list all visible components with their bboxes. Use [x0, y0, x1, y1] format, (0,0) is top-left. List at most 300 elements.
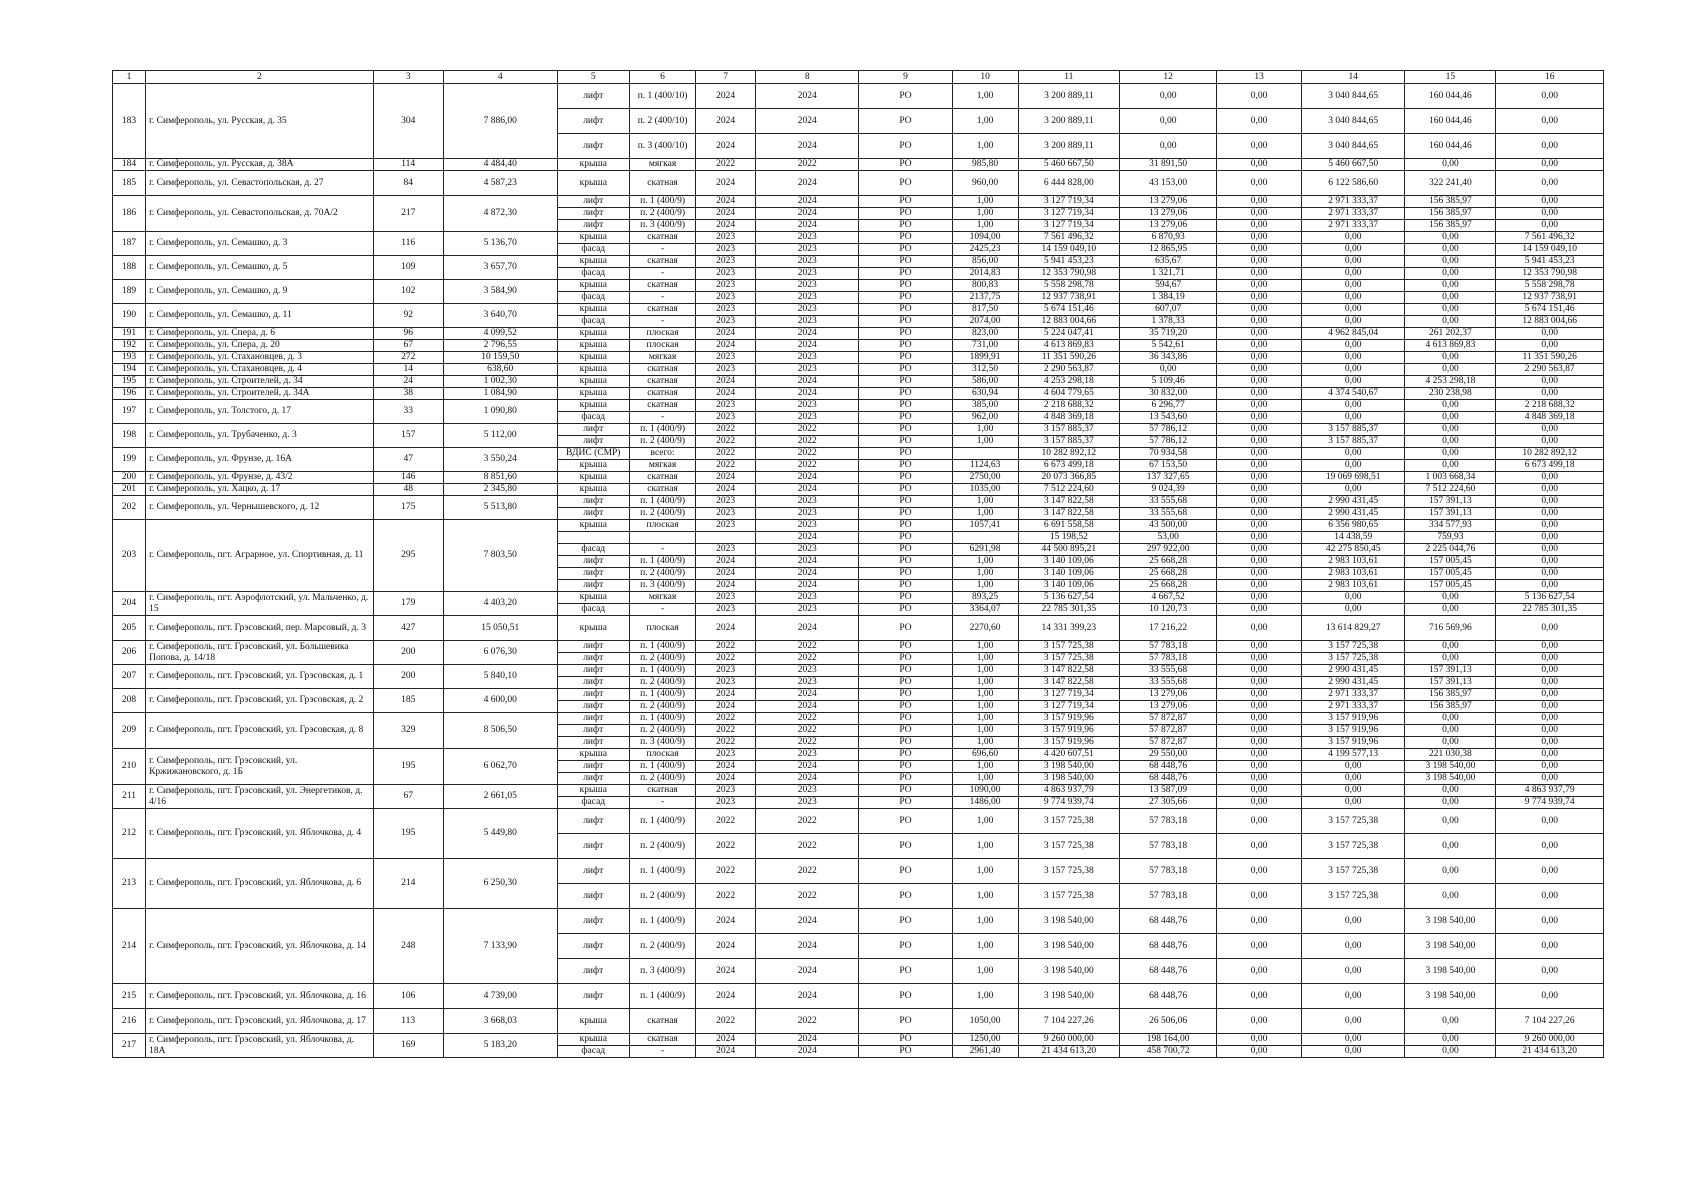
cost-12: 9 024,39 — [1120, 484, 1217, 496]
plan-year-end: 2023 — [756, 797, 859, 809]
apartments-count: 157 — [373, 424, 443, 448]
cost-13: 0,00 — [1217, 520, 1302, 532]
cost-12: 13 279,06 — [1120, 208, 1217, 220]
cost-12: 6 296,77 — [1120, 400, 1217, 412]
volume: 2425,23 — [952, 244, 1018, 256]
executor: РО — [859, 484, 952, 496]
executor: РО — [859, 1009, 952, 1034]
work-type: фасад — [557, 412, 629, 424]
cost-16: 9 260 000,00 — [1496, 1034, 1604, 1046]
executor: РО — [859, 544, 952, 556]
column-header-5: 5 — [557, 71, 629, 84]
cost-16: 0,00 — [1496, 508, 1604, 520]
executor: РО — [859, 725, 952, 737]
cost-13: 0,00 — [1217, 725, 1302, 737]
table-row — [113, 196, 1604, 208]
plan-year-start: 2022 — [696, 653, 756, 665]
cost-15: 157 005,45 — [1405, 556, 1496, 568]
plan-year-start: 2023 — [696, 292, 756, 304]
apartments-count: 146 — [373, 472, 443, 484]
executor: РО — [859, 134, 952, 159]
work-type: лифт — [557, 725, 629, 737]
total-area: 6 250,30 — [443, 859, 557, 909]
apartments-count: 109 — [373, 256, 443, 280]
plan-year-start: 2023 — [696, 785, 756, 797]
total-area: 5 112,00 — [443, 424, 557, 448]
cost-14: 0,00 — [1302, 785, 1405, 797]
cost-14: 3 040 844,65 — [1302, 84, 1405, 109]
address-cell: г. Симферополь, пгт. Грэсовский, ул. Яблочкова, д. 17 — [146, 1009, 373, 1034]
volume: 2074,00 — [952, 316, 1018, 328]
total-area: 4 600,00 — [443, 689, 557, 713]
cost-15: 3 198 540,00 — [1405, 934, 1496, 959]
cost-15: 0,00 — [1405, 159, 1496, 171]
volume: 1,00 — [952, 737, 1018, 749]
plan-year-end: 2023 — [756, 316, 859, 328]
total-cost: 3 198 540,00 — [1018, 984, 1119, 1009]
plan-year-end: 2023 — [756, 665, 859, 677]
address-cell: г. Симферополь, ул. Хацко, д. 17 — [146, 484, 373, 496]
volume: 1035,00 — [952, 484, 1018, 496]
row-number: 206 — [113, 641, 146, 665]
cost-16: 0,00 — [1496, 376, 1604, 388]
total-cost: 15 198,52 — [1018, 532, 1119, 544]
cost-13: 0,00 — [1217, 809, 1302, 834]
apartments-count: 67 — [373, 785, 443, 809]
work-type: фасад — [557, 797, 629, 809]
cost-14: 6 122 586,60 — [1302, 171, 1405, 196]
cost-14: 0,00 — [1302, 244, 1405, 256]
cost-13: 0,00 — [1217, 532, 1302, 544]
cost-15: 221 030,38 — [1405, 749, 1496, 761]
apartments-count: 217 — [373, 196, 443, 232]
volume: 1094,00 — [952, 232, 1018, 244]
total-cost: 3 157 725,38 — [1018, 641, 1119, 653]
executor: РО — [859, 352, 952, 364]
cost-16: 0,00 — [1496, 484, 1604, 496]
plan-year-end: 2023 — [756, 352, 859, 364]
work-type: крыша — [557, 520, 629, 532]
volume: 1,00 — [952, 984, 1018, 1009]
cost-14: 3 157 919,96 — [1302, 713, 1405, 725]
cost-15: 4 253 298,18 — [1405, 376, 1496, 388]
apartments-count: 295 — [373, 520, 443, 592]
plan-year-end: 2024 — [756, 376, 859, 388]
total-area: 5 183,20 — [443, 1034, 557, 1058]
column-header-9: 9 — [859, 71, 952, 84]
cost-16: 0,00 — [1496, 665, 1604, 677]
cost-15: 0,00 — [1405, 352, 1496, 364]
plan-year-start: 2024 — [696, 472, 756, 484]
cost-16: 0,00 — [1496, 568, 1604, 580]
plan-year-end: 2022 — [756, 448, 859, 460]
cost-16: 0,00 — [1496, 556, 1604, 568]
cost-13: 0,00 — [1217, 773, 1302, 785]
cost-12: 297 922,00 — [1120, 544, 1217, 556]
address-cell: г. Симферополь, ул. Фрунзе, д. 43/2 — [146, 472, 373, 484]
row-number: 212 — [113, 809, 146, 859]
cost-14: 2 971 333,37 — [1302, 220, 1405, 232]
table-row — [113, 280, 1604, 292]
cost-14: 2 990 431,45 — [1302, 665, 1405, 677]
cost-14: 6 356 980,65 — [1302, 520, 1405, 532]
address-cell: г. Симферополь, ул. Чернышевского, д. 12 — [146, 496, 373, 520]
work-detail: плоская — [629, 340, 695, 352]
row-number: 205 — [113, 616, 146, 641]
cost-15: 0,00 — [1405, 304, 1496, 316]
cost-14: 4 199 577,13 — [1302, 749, 1405, 761]
plan-year-start: 2024 — [696, 340, 756, 352]
cost-14: 0,00 — [1302, 1046, 1405, 1058]
plan-year-end: 2023 — [756, 280, 859, 292]
capital-repair-table — [112, 70, 1604, 1058]
work-detail: п. 3 (400/9) — [629, 220, 695, 232]
cost-15: 0,00 — [1405, 316, 1496, 328]
cost-14: 4 962 845,04 — [1302, 328, 1405, 340]
table-row — [113, 1034, 1604, 1046]
work-detail: п. 3 (400/9) — [629, 959, 695, 984]
cost-13: 0,00 — [1217, 484, 1302, 496]
plan-year-start: 2024 — [696, 568, 756, 580]
total-cost: 3 200 889,11 — [1018, 84, 1119, 109]
executor: РО — [859, 701, 952, 713]
cost-16: 0,00 — [1496, 134, 1604, 159]
executor: РО — [859, 460, 952, 472]
work-detail: п. 1 (400/9) — [629, 496, 695, 508]
work-detail: п. 1 (400/9) — [629, 556, 695, 568]
plan-year-start: 2024 — [696, 84, 756, 109]
work-detail: всего: — [629, 448, 695, 460]
cost-16: 0,00 — [1496, 84, 1604, 109]
cost-14: 0,00 — [1302, 984, 1405, 1009]
cost-14: 0,00 — [1302, 448, 1405, 460]
total-cost: 5 674 151,46 — [1018, 304, 1119, 316]
header-row — [113, 71, 1604, 84]
volume: 1,00 — [952, 653, 1018, 665]
row-number: 194 — [113, 364, 146, 376]
cost-14: 2 990 431,45 — [1302, 508, 1405, 520]
executor: РО — [859, 388, 952, 400]
total-area: 3 550,24 — [443, 448, 557, 472]
total-cost: 20 073 366,85 — [1018, 472, 1119, 484]
work-detail: п. 2 (400/9) — [629, 677, 695, 689]
executor: РО — [859, 959, 952, 984]
cost-13: 0,00 — [1217, 592, 1302, 604]
work-type: крыша — [557, 376, 629, 388]
cost-12: 68 448,76 — [1120, 984, 1217, 1009]
table-row — [113, 616, 1604, 641]
total-cost: 3 198 540,00 — [1018, 909, 1119, 934]
plan-year-end: 2024 — [756, 208, 859, 220]
cost-15: 157 391,13 — [1405, 508, 1496, 520]
cost-15: 160 044,46 — [1405, 134, 1496, 159]
work-type: лифт — [557, 959, 629, 984]
cost-16: 0,00 — [1496, 834, 1604, 859]
executor: РО — [859, 472, 952, 484]
cost-15: 334 577,93 — [1405, 520, 1496, 532]
row-number: 215 — [113, 984, 146, 1009]
work-type: лифт — [557, 84, 629, 109]
cost-13: 0,00 — [1217, 424, 1302, 436]
cost-12: 68 448,76 — [1120, 761, 1217, 773]
apartments-count: 116 — [373, 232, 443, 256]
cost-14: 2 983 103,61 — [1302, 568, 1405, 580]
work-type: лифт — [557, 196, 629, 208]
plan-year-start: 2024 — [696, 171, 756, 196]
work-detail: п. 1 (400/9) — [629, 689, 695, 701]
cost-12: 25 668,28 — [1120, 580, 1217, 592]
total-area: 638,60 — [443, 364, 557, 376]
cost-12: 10 120,73 — [1120, 604, 1217, 616]
address-cell: г. Симферополь, пгт. Аграрное, ул. Спортивная, д. 11 — [146, 520, 373, 592]
cost-16: 0,00 — [1496, 159, 1604, 171]
volume: 1,00 — [952, 109, 1018, 134]
work-type: фасад — [557, 292, 629, 304]
plan-year-start: 2023 — [696, 400, 756, 412]
executor: РО — [859, 689, 952, 701]
row-number: 217 — [113, 1034, 146, 1058]
cost-13: 0,00 — [1217, 934, 1302, 959]
total-area: 3 640,70 — [443, 304, 557, 328]
cost-15: 3 198 540,00 — [1405, 773, 1496, 785]
plan-year-end: 2022 — [756, 859, 859, 884]
plan-year-end: 2023 — [756, 677, 859, 689]
executor: РО — [859, 316, 952, 328]
plan-year-start: 2023 — [696, 244, 756, 256]
cost-14: 0,00 — [1302, 797, 1405, 809]
volume: 1,00 — [952, 641, 1018, 653]
cost-12: 0,00 — [1120, 84, 1217, 109]
cost-12: 31 891,50 — [1120, 159, 1217, 171]
cost-12: 0,00 — [1120, 364, 1217, 376]
address-cell: г. Симферополь, ул. Семашко, д. 11 — [146, 304, 373, 328]
work-type: лифт — [557, 424, 629, 436]
cost-13: 0,00 — [1217, 653, 1302, 665]
plan-year-end: 2024 — [756, 556, 859, 568]
address-cell: г. Симферополь, пгт. Грэсовский, ул. Яблочкова, д. 18А — [146, 1034, 373, 1058]
column-header-3: 3 — [373, 71, 443, 84]
cost-12: 33 555,68 — [1120, 677, 1217, 689]
cost-15: 0,00 — [1405, 400, 1496, 412]
total-cost: 3 157 885,37 — [1018, 424, 1119, 436]
table-row — [113, 484, 1604, 496]
volume: 3364,07 — [952, 604, 1018, 616]
executor: РО — [859, 232, 952, 244]
plan-year-start: 2022 — [696, 436, 756, 448]
plan-year-start: 2024 — [696, 616, 756, 641]
plan-year-end: 2024 — [756, 580, 859, 592]
executor: РО — [859, 604, 952, 616]
cost-14: 3 157 885,37 — [1302, 436, 1405, 448]
address-cell: г. Симферополь, пгт. Грэсовский, ул. Яблочкова, д. 4 — [146, 809, 373, 859]
work-type: крыша — [557, 340, 629, 352]
plan-year-end: 2024 — [756, 340, 859, 352]
work-detail: п. 2 (400/9) — [629, 834, 695, 859]
cost-12: 43 153,00 — [1120, 171, 1217, 196]
plan-year-start: 2023 — [696, 412, 756, 424]
plan-year-start: 2023 — [696, 797, 756, 809]
executor: РО — [859, 653, 952, 665]
work-detail: - — [629, 797, 695, 809]
plan-year-start: 2024 — [696, 580, 756, 592]
cost-15: 0,00 — [1405, 592, 1496, 604]
column-header-1: 1 — [113, 71, 146, 84]
address-cell: г. Симферополь, пгт. Грэсовский, ул. Грэсовская, д. 2 — [146, 689, 373, 713]
volume: 2961,40 — [952, 1046, 1018, 1058]
cost-16: 5 674 151,46 — [1496, 304, 1604, 316]
work-type: фасад — [557, 1046, 629, 1058]
cost-13: 0,00 — [1217, 376, 1302, 388]
table-row — [113, 809, 1604, 834]
cost-15: 759,93 — [1405, 532, 1496, 544]
work-detail — [629, 532, 695, 544]
cost-13: 0,00 — [1217, 665, 1302, 677]
cost-12: 57 783,18 — [1120, 809, 1217, 834]
cost-14: 3 157 725,38 — [1302, 641, 1405, 653]
cost-13: 0,00 — [1217, 677, 1302, 689]
plan-year-start: 2024 — [696, 1034, 756, 1046]
table-row — [113, 304, 1604, 316]
cost-16: 0,00 — [1496, 689, 1604, 701]
table-row — [113, 232, 1604, 244]
cost-16: 0,00 — [1496, 701, 1604, 713]
apartments-count: 185 — [373, 689, 443, 713]
row-number: 213 — [113, 859, 146, 909]
total-cost: 4 863 937,79 — [1018, 785, 1119, 797]
total-cost: 3 157 725,38 — [1018, 653, 1119, 665]
total-area: 6 062,70 — [443, 749, 557, 785]
row-number: 198 — [113, 424, 146, 448]
cost-15: 0,00 — [1405, 460, 1496, 472]
cost-14: 3 157 725,38 — [1302, 653, 1405, 665]
work-type: крыша — [557, 472, 629, 484]
work-detail: п. 1 (400/9) — [629, 196, 695, 208]
work-type: лифт — [557, 859, 629, 884]
total-area: 7 886,00 — [443, 84, 557, 159]
volume: 586,00 — [952, 376, 1018, 388]
column-header-11: 11 — [1018, 71, 1119, 84]
cost-13: 0,00 — [1217, 280, 1302, 292]
total-area: 4 587,23 — [443, 171, 557, 196]
cost-14: 2 971 333,37 — [1302, 689, 1405, 701]
volume: 962,00 — [952, 412, 1018, 424]
address-cell: г. Симферополь, ул. Русская, д. 38А — [146, 159, 373, 171]
volume: 1,00 — [952, 934, 1018, 959]
work-type: лифт — [557, 677, 629, 689]
cost-15: 0,00 — [1405, 448, 1496, 460]
cost-12: 57 786,12 — [1120, 424, 1217, 436]
cost-14: 0,00 — [1302, 280, 1405, 292]
total-cost: 3 127 719,34 — [1018, 689, 1119, 701]
plan-year-end: 2024 — [756, 388, 859, 400]
row-number: 216 — [113, 1009, 146, 1034]
work-type: крыша — [557, 388, 629, 400]
volume: 985,80 — [952, 159, 1018, 171]
plan-year-start: 2022 — [696, 159, 756, 171]
plan-year-end: 2023 — [756, 400, 859, 412]
work-type: крыша — [557, 304, 629, 316]
cost-13: 0,00 — [1217, 749, 1302, 761]
table-row — [113, 749, 1604, 761]
volume: 1090,00 — [952, 785, 1018, 797]
cost-15: 3 198 540,00 — [1405, 909, 1496, 934]
cost-13: 0,00 — [1217, 109, 1302, 134]
row-number: 211 — [113, 785, 146, 809]
work-detail: п. 2 (400/9) — [629, 508, 695, 520]
plan-year-end: 2024 — [756, 171, 859, 196]
cost-15: 160 044,46 — [1405, 84, 1496, 109]
cost-16: 0,00 — [1496, 220, 1604, 232]
plan-year-end: 2022 — [756, 641, 859, 653]
executor: РО — [859, 749, 952, 761]
total-cost: 12 937 738,91 — [1018, 292, 1119, 304]
column-header-13: 13 — [1217, 71, 1302, 84]
cost-16: 2 290 563,87 — [1496, 364, 1604, 376]
cost-14: 4 374 540,67 — [1302, 388, 1405, 400]
cost-14: 2 990 431,45 — [1302, 496, 1405, 508]
cost-15: 160 044,46 — [1405, 109, 1496, 134]
total-cost: 3 198 540,00 — [1018, 773, 1119, 785]
plan-year-end: 2024 — [756, 134, 859, 159]
volume: 2137,75 — [952, 292, 1018, 304]
cost-13: 0,00 — [1217, 859, 1302, 884]
total-area: 5 513,80 — [443, 496, 557, 520]
row-number: 214 — [113, 909, 146, 984]
apartments-count: 38 — [373, 388, 443, 400]
volume: 1,00 — [952, 424, 1018, 436]
total-area: 6 076,30 — [443, 641, 557, 665]
work-detail: скатная — [629, 785, 695, 797]
address-cell: г. Симферополь, ул. Русская, д. 35 — [146, 84, 373, 159]
table-row — [113, 448, 1604, 460]
cost-16: 0,00 — [1496, 749, 1604, 761]
plan-year-end: 2023 — [756, 304, 859, 316]
plan-year-end: 2023 — [756, 256, 859, 268]
cost-15: 3 198 540,00 — [1405, 959, 1496, 984]
address-cell: г. Симферополь, ул. Семашко, д. 5 — [146, 256, 373, 280]
plan-year-end: 2023 — [756, 292, 859, 304]
row-number: 204 — [113, 592, 146, 616]
cost-15: 230 238,98 — [1405, 388, 1496, 400]
row-number: 188 — [113, 256, 146, 280]
executor: РО — [859, 268, 952, 280]
work-type: лифт — [557, 134, 629, 159]
work-type: крыша — [557, 280, 629, 292]
cost-12: 57 783,18 — [1120, 641, 1217, 653]
plan-year-start: 2022 — [696, 725, 756, 737]
table-row — [113, 424, 1604, 436]
table-row — [113, 340, 1604, 352]
cost-16: 4 848 369,18 — [1496, 412, 1604, 424]
volume: 1,00 — [952, 134, 1018, 159]
cost-16: 5 136 627,54 — [1496, 592, 1604, 604]
cost-12: 57 872,87 — [1120, 737, 1217, 749]
apartments-count: 272 — [373, 352, 443, 364]
plan-year-start: 2024 — [696, 909, 756, 934]
plan-year-end: 2024 — [756, 761, 859, 773]
plan-year-start: 2024 — [696, 109, 756, 134]
executor: РО — [859, 109, 952, 134]
cost-15: 0,00 — [1405, 809, 1496, 834]
total-cost: 7 104 227,26 — [1018, 1009, 1119, 1034]
cost-16: 5 941 453,23 — [1496, 256, 1604, 268]
plan-year-end: 2024 — [756, 196, 859, 208]
plan-year-start: 2023 — [696, 232, 756, 244]
executor: РО — [859, 520, 952, 532]
plan-year-start: 2024 — [696, 984, 756, 1009]
work-detail: мягкая — [629, 460, 695, 472]
plan-year-start: 2024 — [696, 959, 756, 984]
